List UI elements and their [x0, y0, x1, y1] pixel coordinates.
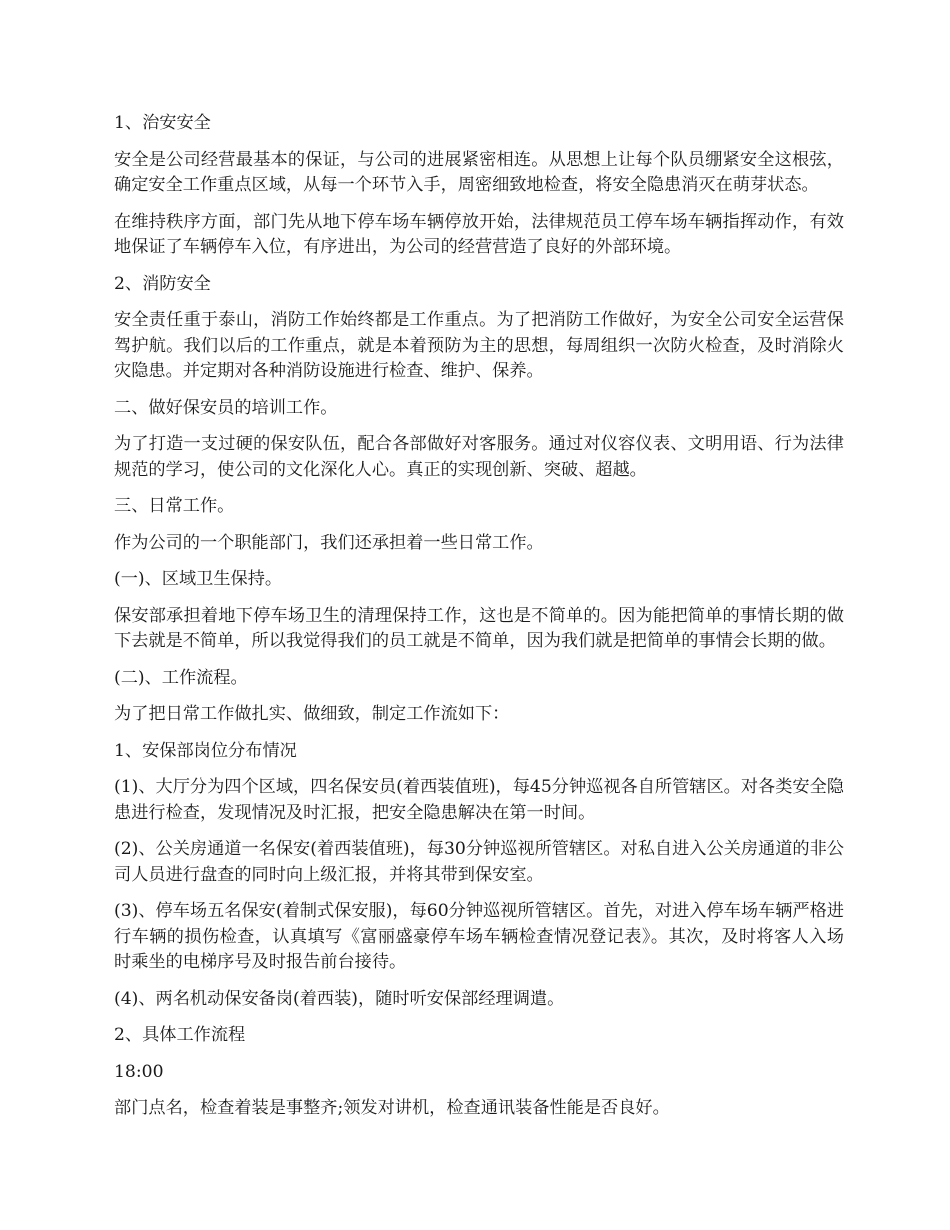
paragraph-daily-work-intro: 作为公司的一个职能部门，我们还承担着一些日常工作。	[114, 532, 544, 553]
heading-public-security: 1、治安安全	[114, 113, 211, 133]
paragraph-area-hygiene: 保安部承担着地下停车场卫生的清理保持工作，这也是不简单的。因为能把简单的事情长期的做下去就是不简单，所以我觉得我们的员工就是不简单，因为我们就是把简单的事情会长期的做。	[114, 605, 844, 651]
heading-training: 二、做好保安员的培训工作。	[114, 397, 338, 418]
document-page	[114, 104, 844, 1133]
paragraph-training: 为了打造一支过硬的保安队伍，配合各部做好对客服务。通过对仪容仪表、文明用语、行为法律规范的学习，使公司的文化深化人心。真正的实现创新、突破、超越。	[114, 434, 844, 480]
heading-fire-safety: 2、消防安全	[114, 273, 211, 294]
time-label: 18:00	[114, 1061, 164, 1082]
paragraph-roll-call: 部门点名，检查着装是事整齐;领发对讲机，检查通讯装备性能是否良好。	[114, 1098, 670, 1118]
list-item-post-4: (4)、两名机动保安备岗(着西装)，随时听安保部经理调遣。	[114, 988, 565, 1009]
paragraph-security-basis: 安全是公司经营最基本的保证，与公司的进展紧密相连。从思想上让每个队员绷紧安全这根弦，确定安全工作重点区域，从每一个环节入手，周密细致地检查，将安全隐患消灭在萌芽状态。	[114, 149, 844, 195]
paragraph-fire-safety: 安全责任重于泰山，消防工作始终都是工作重点。为了把消防工作做好，为安全公司安全运营保驾护航。我们以后的工作重点，就是本着预防为主的思想，每周组织一次防火检查，及时消除火灾隐患。并定期对各种消防设施进行检查、维护、保养。	[114, 310, 844, 381]
heading-work-process: (二)、工作流程。	[114, 667, 248, 688]
heading-specific-process: 2、具体工作流程	[114, 1025, 246, 1045]
paragraph-work-process-intro: 为了把日常工作做扎实、做细致，制定工作流如下：	[114, 704, 510, 724]
heading-post-distribution: 1、安保部岗位分布情况	[114, 740, 297, 761]
list-item-post-2: (2)、公关房通道一名保安(着西装值班)，每30分钟巡视所管辖区。对私自进入公关房通道的非公司人员进行盘查的同时向上级汇报，并将其带到保安室。	[114, 839, 844, 885]
list-item-post-3: (3)、停车场五名保安(着制式保安服)，每60分钟巡视所管辖区。首先，对进入停车场车辆严格进行车辆的损伤检查，认真填写《富丽盛豪停车场车辆检查情况登记表》。其次，及时将客人入场时乘坐的电梯序号及时报告前台接待。	[114, 901, 844, 972]
heading-daily-work: 三、日常工作。	[114, 496, 235, 516]
list-item-post-1: (1)、大厅分为四个区域，四名保安员(着西装值班)，每45分钟巡视各自所管辖区。对各类安全隐患进行检查，发现情况及时汇报，把安全隐患解决在第一时间。	[114, 777, 844, 823]
paragraph-order-maintenance: 在维持秩序方面，部门先从地下停车场车辆停放开始，法律规范员工停车场车辆指挥动作，有效地保证了车辆停车入位，有序进出，为公司的经营营造了良好的外部环境。	[114, 211, 844, 257]
heading-area-hygiene: (一)、区域卫生保持。	[114, 569, 283, 589]
